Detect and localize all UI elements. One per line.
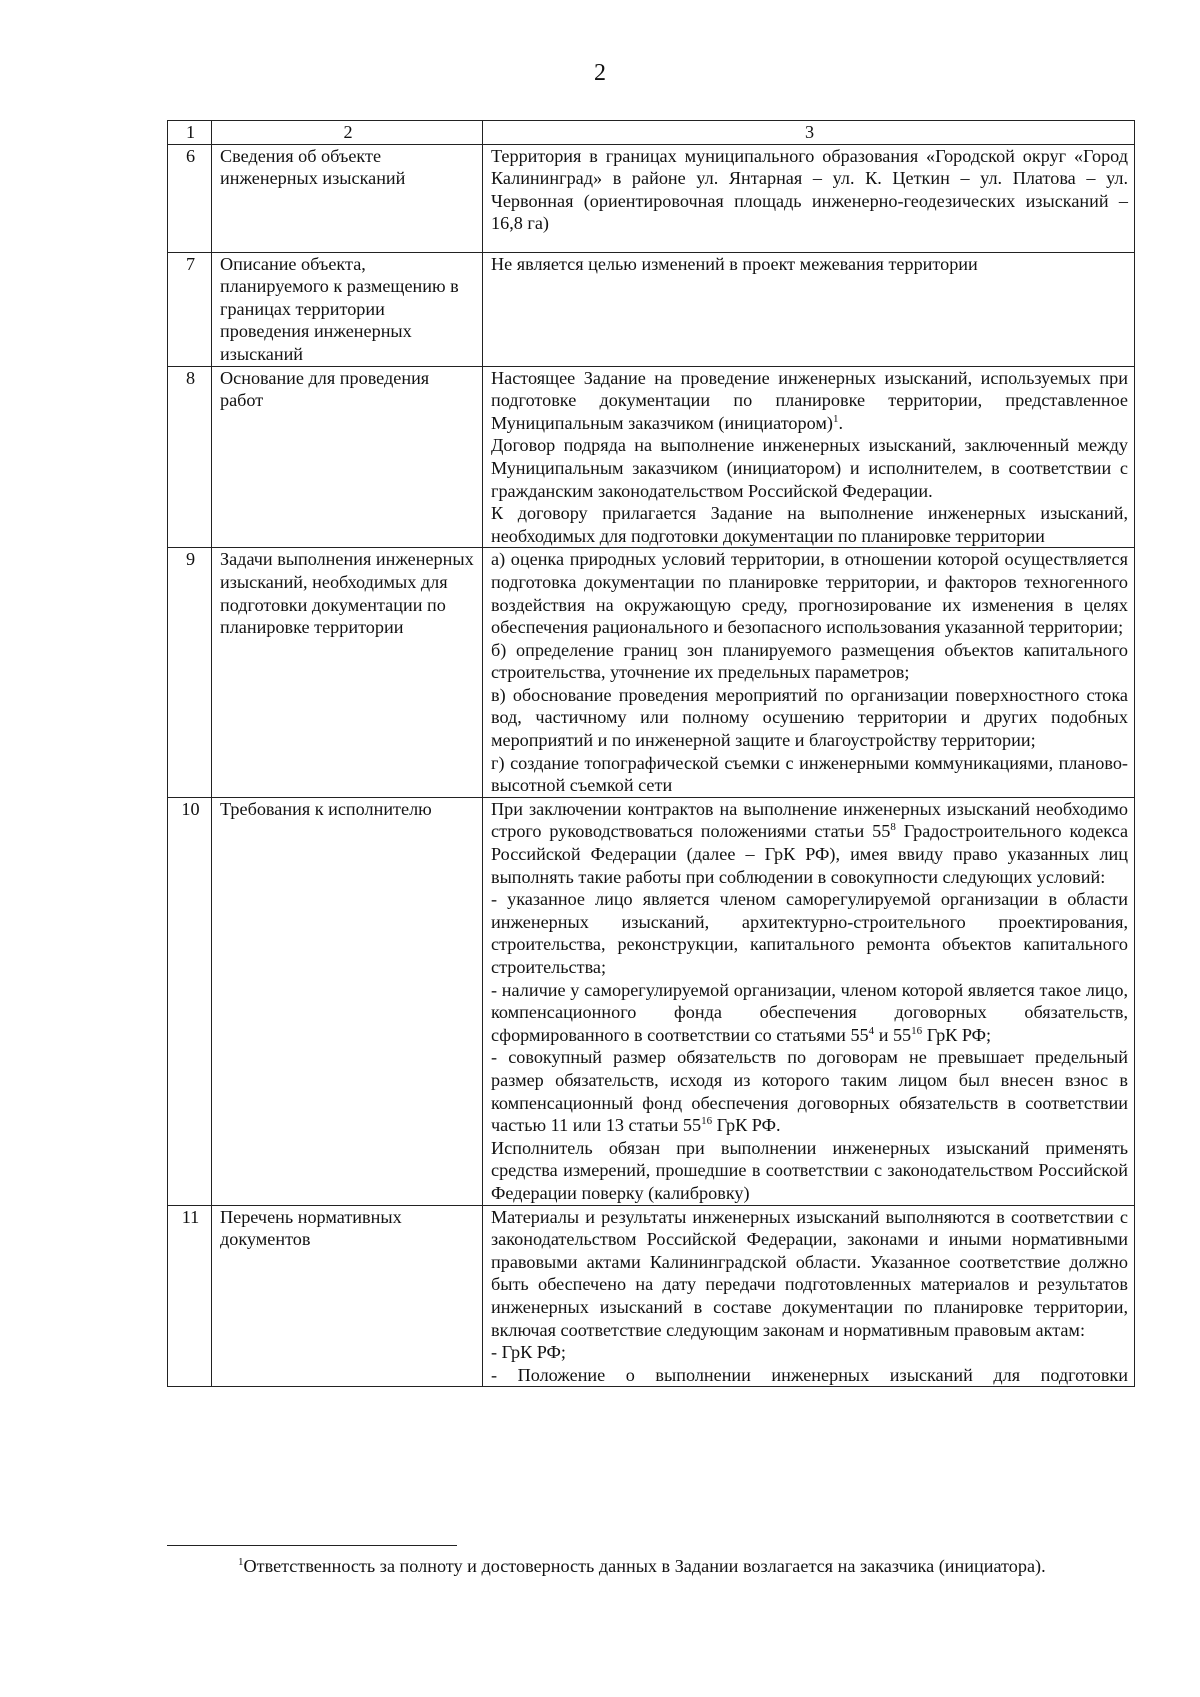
row-number: 11 xyxy=(168,1205,212,1387)
superscript: 16 xyxy=(701,1115,713,1128)
content-text: ГрК РФ; xyxy=(926,1024,992,1045)
content-text: - наличие у саморегулируемой организации, членом которой является такое лицо, компенсационного фонда обеспечения договорных обязательств, сформированного в соответствии со статьями 55 xyxy=(491,979,1128,1045)
content-text: ГрК РФ. xyxy=(712,1115,781,1136)
footnote xyxy=(238,1555,1138,1577)
content-paragraph: - указанное лицо является членом саморегулируемой организации в области инженерных изысканий, архитектурно-строительного проектирования, строительства, реконструкции, капитального ремонта объектов капитального строительства; xyxy=(491,889,1128,977)
row-content xyxy=(483,366,1135,548)
content-text: - совокупный размер обязательств по договорам не превышает предельный размер обязательств, исходя из которого таким лицом был внесен взнос в компенсационный фонд обеспечения договорных обязательств в соответствии частью 11 или 13 статьи 55 xyxy=(491,1047,1128,1136)
content-text: Градостроительного кодекса Российской Федерации (далее – ГрК РФ), имея ввиду право указанных лиц выполнять такие работы при соблюдении в совокупности следующих условий: xyxy=(491,821,1129,887)
footnote-text: Ответственность за полноту и достоверность данных в Задании возлагается на заказчика (инициатора). xyxy=(243,1556,1046,1576)
row-label: Задачи выполнения инженерных изысканий, необходимых для подготовки документации по планировке территории xyxy=(212,548,483,798)
page-number: 2 xyxy=(594,60,606,86)
row-number: 9 xyxy=(168,548,212,798)
row-number: 10 xyxy=(168,797,212,1205)
row-label: Перечень нормативных документов xyxy=(212,1205,483,1387)
row-content xyxy=(483,144,1135,252)
content-paragraph: Не является целью изменений в проект межевания территории xyxy=(491,253,978,274)
content-paragraph: Территория в границах муниципального образования «Городской округ «Город Калининград» в районе ул. Янтарная – ул. К. Цеткин – ул. Платова – ул. Червонная (ориентировочная площадь инженерно-геодезических изысканий – 16,8 га) xyxy=(491,145,1128,234)
table-row xyxy=(168,548,1135,798)
header-col-1: 1 xyxy=(168,121,212,145)
header-col-2: 2 xyxy=(212,121,483,145)
superscript: 4 xyxy=(868,1024,875,1037)
row-number: 7 xyxy=(168,252,212,366)
table-row xyxy=(168,366,1135,548)
row-number: 6 xyxy=(168,144,212,252)
content-paragraph: Договор подряда на выполнение инженерных изысканий, заключенный между Муниципальным заказчиком (инициатором) и исполнителем, в соответствии с гражданским законодательством Российской Федерации. xyxy=(491,435,1128,501)
table-row xyxy=(168,144,1135,252)
row-label: Описание объекта, планируемого к размещению в границах территории проведения инженерных изысканий xyxy=(212,252,483,366)
table-header-row xyxy=(168,121,1135,145)
header-col-3: 3 xyxy=(483,121,1135,145)
content-paragraph xyxy=(491,798,1128,888)
requirements-table xyxy=(167,120,1135,1387)
row-content xyxy=(483,252,1135,366)
footnote-divider xyxy=(167,1545,457,1546)
row-number: 8 xyxy=(168,366,212,548)
row-label: Сведения об объекте инженерных изысканий xyxy=(212,144,483,252)
row-label: Основание для проведения работ xyxy=(212,366,483,548)
footnote-marker: 1 xyxy=(832,412,839,425)
row-content xyxy=(483,548,1135,798)
footnote-mark: 1 xyxy=(238,1555,244,1568)
content-paragraph: - Положение о выполнении инженерных изысканий для подготовки xyxy=(491,1364,1128,1385)
content-paragraph: г) создание топографической съемки с инженерными коммуникациями, планово-высотной съемкой сети xyxy=(491,752,1128,796)
superscript: 8 xyxy=(890,821,896,834)
content-paragraph: - ГрК РФ; xyxy=(491,1342,566,1363)
content-paragraph: Исполнитель обязан при выполнении инженерных изысканий применять средства измерений, прошедшие в соответствии с законодательством Российской Федерации поверку (калибровку) xyxy=(491,1137,1128,1203)
table-row xyxy=(168,797,1135,1205)
table-row xyxy=(168,252,1135,366)
content-paragraph: б) определение границ зон планируемого размещения объектов капитального строительства, уточнение их предельных параметров; xyxy=(491,639,1128,683)
content-text: Настоящее Задание на проведение инженерных изысканий, используемых при подготовке документации по планировке территории, представленное Муниципальным заказчиком (инициатором) xyxy=(491,367,1128,433)
content-paragraph xyxy=(491,1046,1128,1136)
content-paragraph: Материалы и результаты инженерных изысканий выполняются в соответствии с законодательством Российской Федерации, законами и иными нормативными правовыми актами Калининградской области. Указанное соответствие должно быть обеспечено на дату передачи подготовленных материалов и результатов инженерных изысканий в составе документации по планировке территории, включая соответствие следующим законам и нормативным правовым актам: xyxy=(491,1206,1128,1340)
content-paragraph xyxy=(491,979,1128,1047)
row-label: Требования к исполнителю xyxy=(212,797,483,1205)
superscript: 16 xyxy=(911,1024,923,1037)
content-paragraph: К договору прилагается Задание на выполнение инженерных изысканий, необходимых для подготовки документации по планировке территории xyxy=(491,503,1128,546)
row-content xyxy=(483,1205,1135,1387)
row-content xyxy=(483,797,1135,1205)
content-text: и 55 xyxy=(874,1024,912,1045)
content-paragraph: Настоящее Задание на проведение инженерных изысканий, используемых при подготовке документации по планировке территории, представленное Муниципальным заказчиком (инициатором)$^1$. xyxy=(491,367,1128,433)
content-paragraph: в) обоснование проведения мероприятий по организации поверхностного стока вод, частичному или полному осушению территории и других подобных мероприятий и по инженерной защите и благоустройству территории; xyxy=(491,684,1128,751)
content-text: При заключении контрактов на выполнение инженерных изысканий необходимо строго руководствоваться положениями статьи 55 xyxy=(491,798,1128,842)
table-row xyxy=(168,1205,1135,1387)
content-paragraph: а) оценка природных условий территории, в отношении которой осуществляется подготовка документации по планировке территории, и факторов техногенного воздействия на окружающую среду, прогнозирование их изменения в целях обеспечения рационального и безопасного использования указанной территории; xyxy=(491,549,1128,638)
